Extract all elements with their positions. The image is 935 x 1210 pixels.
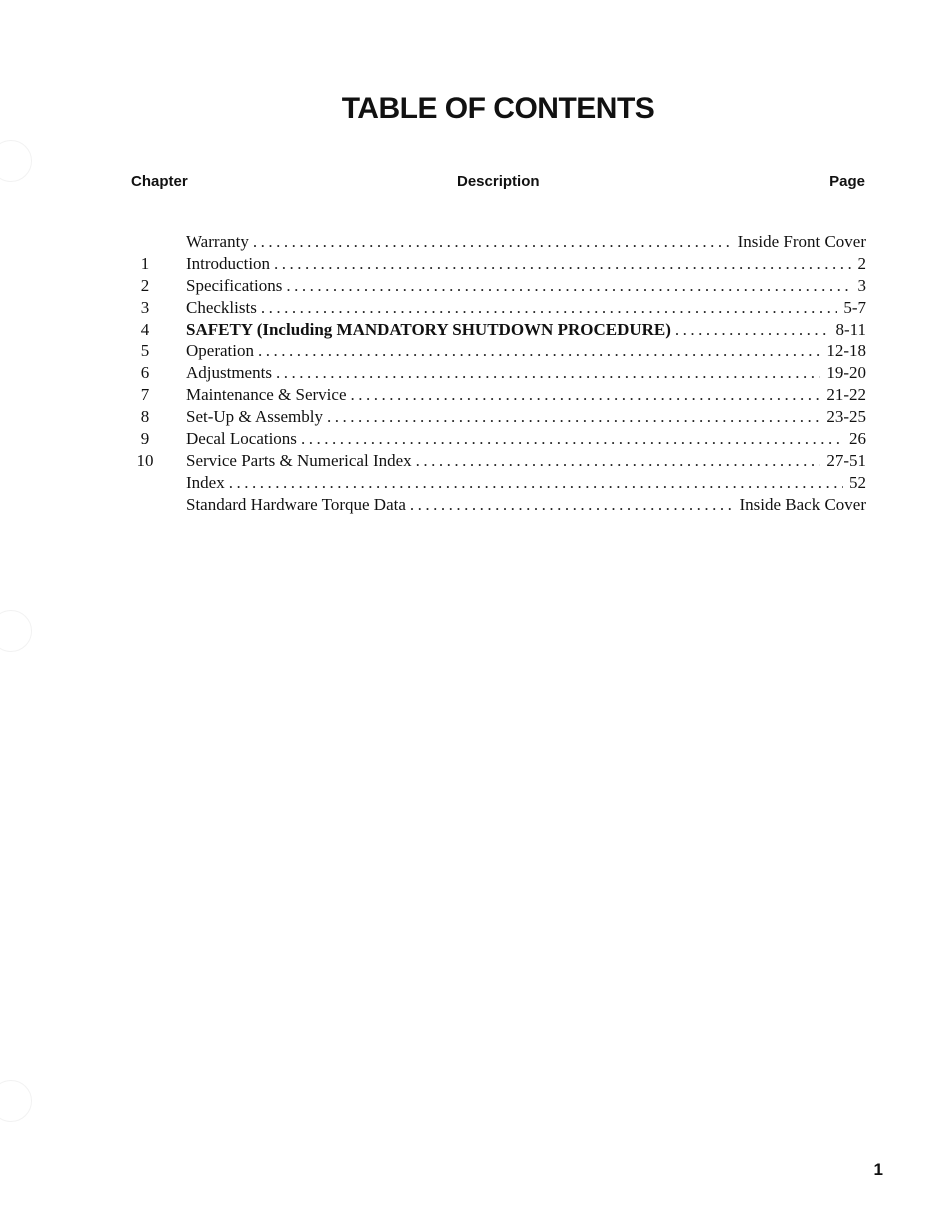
- toc-entry[interactable]: [0, 406, 935, 428]
- dot-leader: [416, 450, 821, 472]
- toc-chapter-number: 1: [140, 253, 150, 273]
- toc-description: Maintenance & Service: [186, 385, 347, 405]
- toc-entry[interactable]: [0, 319, 935, 341]
- toc-description: Introduction: [186, 253, 271, 273]
- toc-description: Warranty: [186, 232, 249, 251]
- punch-hole-decoration: [0, 1080, 32, 1122]
- toc-entry[interactable]: [0, 384, 935, 406]
- toc-page-ref: 27-51: [826, 450, 866, 470]
- toc-page-ref: 2: [857, 253, 866, 273]
- dot-leader: [327, 406, 820, 428]
- dot-leader: [261, 297, 837, 319]
- page-number: 1: [873, 1160, 883, 1179]
- toc-entry[interactable]: [0, 362, 935, 384]
- toc-description: Decal Locations: [186, 429, 297, 449]
- punch-hole-decoration: [0, 140, 32, 182]
- toc-entry[interactable]: [0, 275, 935, 297]
- toc-page-ref: 3: [857, 275, 866, 295]
- toc-chapter-number: 3: [140, 297, 150, 317]
- column-header-page: Page: [829, 173, 865, 190]
- toc-entry[interactable]: [0, 253, 935, 275]
- toc-description: SAFETY (Including MANDATORY SHUTDOWN PROCEDURE): [186, 319, 671, 339]
- toc-description: Specifications: [186, 275, 283, 295]
- toc-page-ref: 12-18: [826, 341, 866, 361]
- toc-chapter-number: 2: [140, 275, 150, 295]
- toc-entry[interactable]: [0, 231, 935, 253]
- toc-chapter-number: 9: [140, 429, 150, 449]
- toc-page-ref: 5-7: [843, 297, 866, 317]
- toc-page-ref: 52: [849, 472, 866, 492]
- toc-description: Standard Hardware Torque Data: [186, 494, 406, 514]
- toc-chapter-number: 10: [136, 450, 154, 470]
- dot-leader: [675, 319, 830, 341]
- toc-description: Adjustments: [186, 363, 272, 383]
- dot-leader: [276, 362, 820, 384]
- table-of-contents: [0, 231, 935, 516]
- toc-description: Operation: [186, 341, 254, 361]
- toc-chapter-number: 5: [140, 341, 150, 361]
- toc-entry[interactable]: [0, 340, 935, 362]
- toc-entry[interactable]: [0, 428, 935, 450]
- toc-chapter-number: 4: [140, 319, 150, 339]
- toc-page-ref: Inside Front Cover: [737, 232, 866, 251]
- toc-chapter-number: 7: [140, 385, 150, 405]
- toc-page-ref: Inside Back Cover: [739, 494, 866, 514]
- toc-description: Set-Up & Assembly: [186, 407, 323, 427]
- dot-leader: [410, 494, 734, 516]
- toc-description: Service Parts & Numerical Index: [186, 450, 412, 470]
- dot-leader: [286, 275, 851, 297]
- toc-description: Index: [186, 472, 225, 492]
- column-header-description: Description: [457, 173, 540, 190]
- toc-entry[interactable]: [0, 494, 935, 516]
- toc-chapter-number: 6: [140, 363, 150, 383]
- toc-page-ref: 23-25: [826, 407, 866, 427]
- toc-chapter-number: 8: [140, 407, 150, 427]
- toc-page-ref: 21-22: [826, 385, 866, 405]
- toc-description: Checklists: [186, 297, 257, 317]
- dot-leader: [351, 384, 821, 406]
- page-title: TABLE OF CONTENTS: [341, 92, 655, 125]
- dot-leader: [258, 340, 820, 362]
- toc-page-ref: 26: [849, 429, 866, 449]
- toc-page-ref: 19-20: [826, 363, 866, 383]
- toc-entry[interactable]: [0, 297, 935, 319]
- toc-page-ref: 8-11: [835, 319, 866, 339]
- toc-entry[interactable]: [0, 450, 935, 472]
- dot-leader: [301, 428, 843, 450]
- toc-entry[interactable]: [0, 472, 935, 494]
- dot-leader: [274, 253, 851, 275]
- dot-leader: [253, 231, 732, 253]
- punch-hole-decoration: [0, 610, 32, 652]
- dot-leader: [229, 472, 843, 494]
- column-header-chapter: Chapter: [131, 173, 188, 190]
